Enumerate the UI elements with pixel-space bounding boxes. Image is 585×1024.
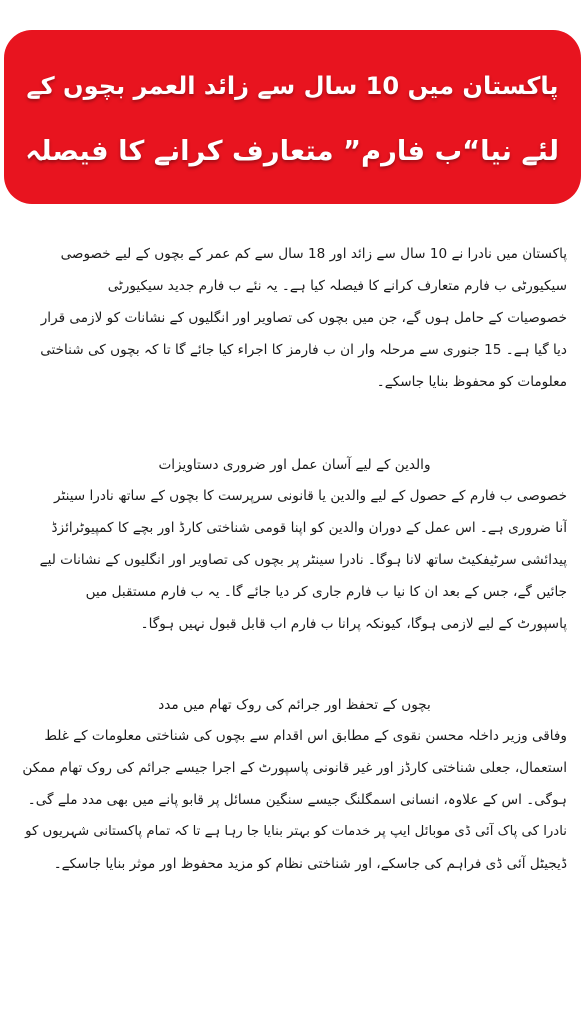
article-body [22,238,567,880]
parents-paragraph [22,480,567,640]
protection-line: نادرا کی پاک آئی ڈی موبائل ایپ پر خدمات کو بہتر بنایا جا رہا ہے تا کہ تمام پاکستانی شہریوں کو [25,824,567,839]
headline-line-2: لئے نیا“ب فارم” متعارف کرانے کا فیصلہ [25,136,559,167]
headline-line-1: پاکستان میں 10 سال سے زائد العمر بچوں کے [26,72,559,100]
parents-line: آنا ضروری ہے۔ اس عمل کے دوران والدین کو اپنا قومی شناختی کارڈ اور بچے کا کمپیوٹرائزڈ [51,520,567,536]
protection-line: ہوگی۔ اس کے علاوہ، انسانی اسمگلنگ جیسے سنگین مسائل پر قابو پانے میں بھی مدد ملے گی۔ [27,792,567,808]
intro-line: خصوصیات کے حامل ہوں گے، جن میں بچوں کی تصاویر اور انگلیوں کے نشانات کو لازمی قرار [40,310,567,326]
section-heading-protection: بچوں کے تحفظ اور جرائم کی روک تھام میں مدد [158,697,431,713]
parents-line: خصوصی ب فارم کے حصول کے لیے والدین یا قانونی سرپرست کا بچوں کے ساتھ نادرا سینٹر [54,488,567,504]
protection-line: ڈیجیٹل آئی ڈی فراہم کی جاسکے، اور شناختی نظام کو مزید محفوظ اور موثر بنایا جاسکے۔ [53,856,567,872]
headline-banner [4,30,581,204]
intro-line: پاکستان میں نادرا نے 10 سال سے زائد اور 18 سال سے کم عمر کے بچوں کے لیے خصوصی [60,246,567,262]
parents-line: پیدائشی سرٹیفکیٹ ساتھ لانا ہوگا۔ نادرا سینٹر پر بچوں کی تصاویر اور انگلیوں کے نشانات لیے [39,552,567,568]
protection-line: وفاقی وزیر داخلہ محسن نقوی کے مطابق اس اقدام سے بچوں کی شناختی معلومات کے غلط [44,728,567,744]
intro-line: سیکیورٹی ب فارم متعارف کرانے کا فیصلہ کیا ہے۔ یہ نئے ب فارم جدید سیکیورٹی [107,278,567,294]
intro-line: دیا گیا ہے۔ 15 جنوری سے مرحلہ وار ان ب فارمز کا اجراء کیا جائے گا تا کہ بچوں کی شناختی [40,342,567,358]
protection-paragraph [22,720,567,880]
section-heading-parents: والدین کے لیے آسان عمل اور ضروری دستاویزات [158,457,431,473]
parents-line: جائیں گے، جس کے بعد ان کا نیا ب فارم جاری کر دیا جائے گا۔ یہ ب فارم مستقبل میں [85,584,567,600]
intro-line: معلومات کو محفوظ بنایا جاسکے۔ [376,374,567,390]
protection-line: استعمال، جعلی شناختی کارڈز اور غیر قانونی پاسپورٹ کے اجرا جیسے جرائم کی روک تھام ممکن [22,760,567,776]
parents-line: پاسپورٹ کے لیے لازمی ہوگا، کیونکہ پرانا ب فارم اب قابل قبول نہیں ہوگا۔ [140,616,567,632]
intro-paragraph [22,238,567,398]
